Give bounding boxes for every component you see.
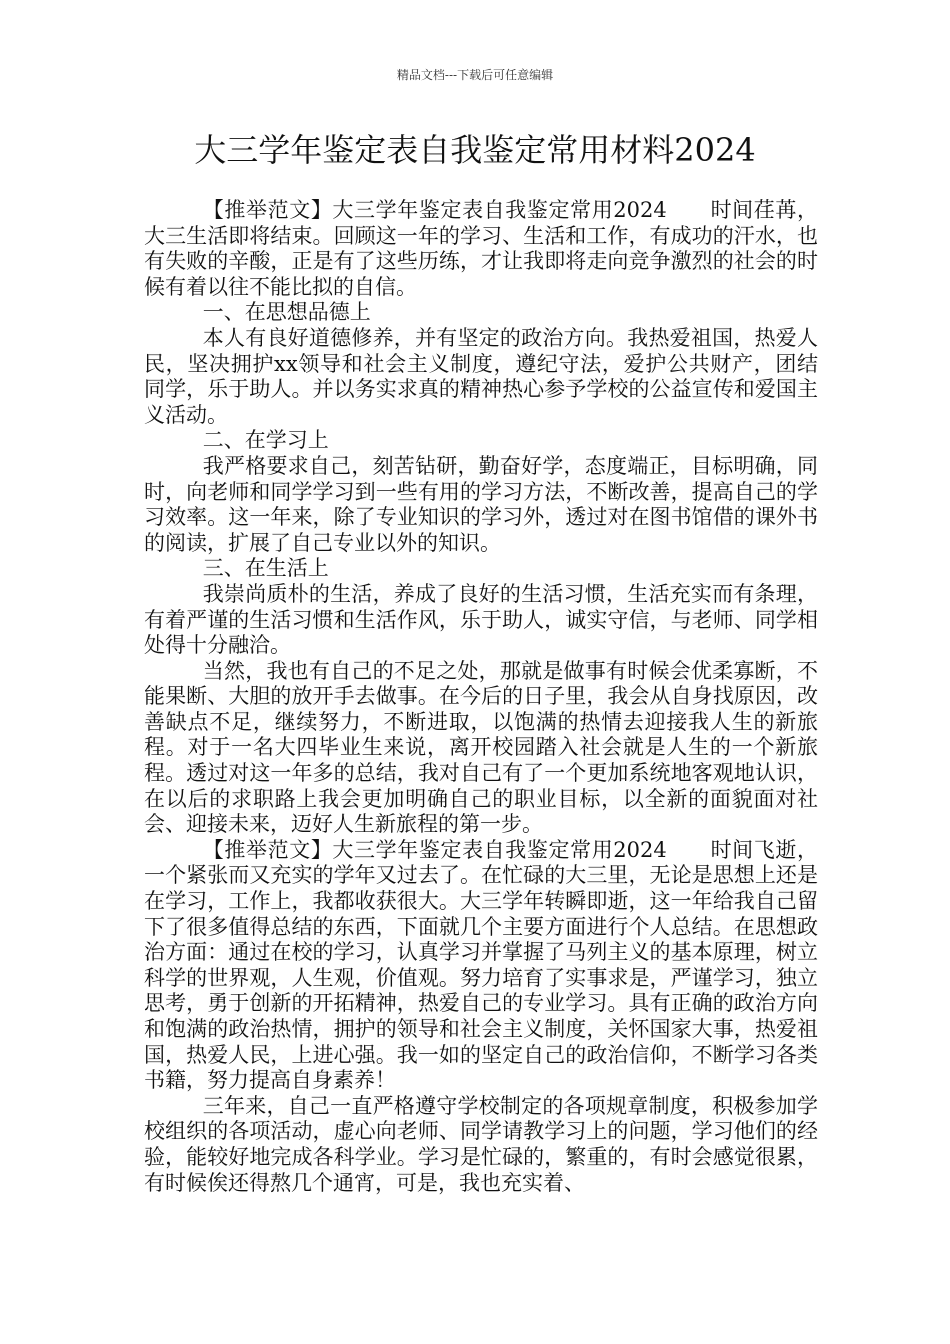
- paragraph: 三年来，自己一直严格遵守学校制定的各项规章制度，积极参加学校组织的各项活动，虚心向老师、同学请教学习上的问题，学习他们的经验，能较好地完成各科学业。学习是忙碌的，繁重的，有时会感觉很累，有时候俟还得熬几个通宵，可是，我也充实着、: [144, 1093, 818, 1195]
- paragraph: 我严格要求自己，刻苦钻研，勤奋好学，态度端正，目标明确，同时，向老师和同学学习到一些有用的学习方法，不断改善，提高自己的学习效率。这一年来，除了专业知识的学习外，透过对在图书馆借的课外书的阅读，扩展了自己专业以外的知识。: [144, 453, 818, 555]
- paragraph: 我崇尚质朴的生活，养成了良好的生活习惯，生活充实而有条理，有着严谨的生活习惯和生活作风，乐于助人，诚实守信，与老师、同学相处得十分融洽。: [144, 581, 818, 658]
- paragraph: 【推举范文】大三学年鉴定表自我鉴定常用2024 时间荏苒，大三生活即将结束。回顾这一年的学习、生活和工作，有成功的汗水，也有失败的辛酸，正是有了这些历练，才让我即将走向竞争激烈的社会的时候有着以往不能比拟的自信。: [144, 198, 818, 299]
- paragraph: 【推举范文】大三学年鉴定表自我鉴定常用2024 时间飞逝，一个紧张而又充实的学年又过去了。在忙碌的大三里，无论是思想上还是在学习，工作上，我都收获很大。大三学年转瞬即逝，这一年给我自己留下了很多值得总结的东西，下面就几个主要方面进行个人总结。在思想政治方面：通过在校的学习，认真学习并掌握了马列主义的基本原理，树立科学的世界观，人生观，价值观。努力培育了实事求是，严谨学习，独立思考，勇于创新的开拓精神，热爱自己的专业学习。具有正确的政治方向和饱满的政治热情，拥护的领导和社会主义制度，关怀国家大事，热爱祖国，热爱人民，上进心强。我一如的坚定自己的政治信仰，不断学习各类书籍，努力提高自身素养！: [144, 837, 818, 1093]
- header-note: 精品文档---下载后可任意编辑: [396, 68, 554, 82]
- paragraph: 本人有良好道德修养，并有坚定的政治方向。我热爱祖国，热爱人民，坚决拥护xx领导和社会主义制度，遵纪守法，爱护公共财产，团结同学，乐于助人。并以务实求真的精神热心参予学校的公益宣传和爱国主义活动。: [144, 325, 818, 427]
- section-heading-life: 三、在生活上: [202, 556, 329, 581]
- section-heading-study: 二、在学习上: [202, 428, 329, 453]
- paragraph: 当然，我也有自己的不足之处，那就是做事有时候会优柔寡断，不能果断、大胆的放开手去做事。在今后的日子里，我会从自身找原因，改善缺点不足，继续努力，不断进取，以饱满的热情去迎接我人生的新旅程。对于一名大四毕业生来说，离开校园踏入社会就是人生的一个新旅程。透过对这一年多的总结，我对自己有了一个更加系统地客观地认识，在以后的求职路上我会更加明确自己的职业目标，以全新的面貌面对社会、迎接未来，迈好人生新旅程的第一步。: [144, 658, 818, 837]
- document-body: [144, 198, 818, 1196]
- section-heading-moral: 一、在思想品德上: [202, 300, 371, 325]
- document-title: 大三学年鉴定表自我鉴定常用材料2024: [194, 131, 756, 169]
